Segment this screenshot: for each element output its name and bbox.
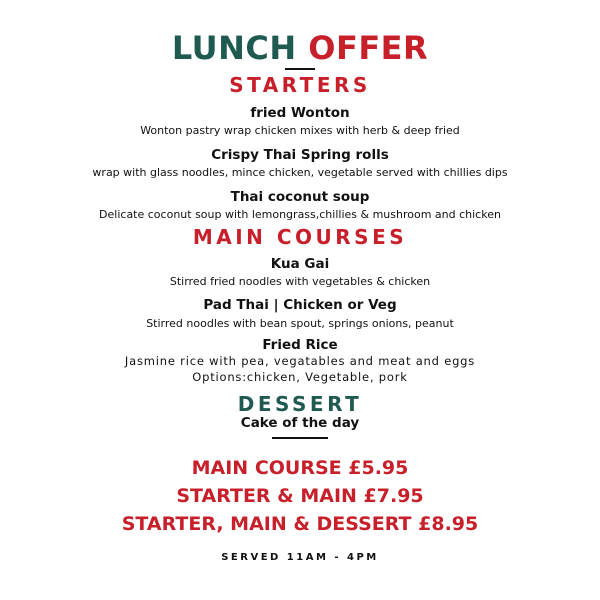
dish-desc-pad-thai: Stirred noodles with bean spout, springs onions, peanut	[146, 317, 454, 330]
page-title	[0, 28, 600, 68]
dish-desc-spring-rolls: wrap with glass noodles, mince chicken, vegetable served with chillies dips	[92, 166, 508, 179]
title-underline	[285, 68, 315, 70]
dessert-divider	[272, 437, 328, 439]
dish-name-cake-of-the-day: Cake of the day	[240, 415, 360, 431]
dish-name-pad-thai: Pad Thai | Chicken or Veg	[203, 297, 397, 313]
dish-desc-coconut-soup: Delicate coconut soup with lemongrass,chillies & mushroom and chicken	[99, 208, 501, 221]
section-main-courses-heading: MAIN COURSES	[192, 225, 408, 249]
dish-desc-kua-gai: Stirred fried noodles with vegetables & chicken	[169, 275, 431, 288]
title-offer: OFFER	[308, 29, 429, 67]
dish-name-fried-wonton: fried Wonton	[250, 105, 350, 121]
served-hours: SERVED 11AM - 4PM	[221, 552, 379, 563]
title-lunch: LUNCH	[171, 29, 297, 67]
dish-name-kua-gai: Kua Gai	[270, 256, 330, 272]
price-starter-main: STARTER & MAIN £7.95	[176, 485, 424, 507]
dish-name-fried-rice: Fried Rice	[262, 337, 338, 353]
price-starter-main-dessert: STARTER, MAIN & DESSERT £8.95	[121, 513, 479, 535]
price-main-course: MAIN COURSE £5.95	[191, 457, 409, 479]
dish-name-coconut-soup: Thai coconut soup	[230, 189, 370, 205]
dish-name-spring-rolls: Crispy Thai Spring rolls	[211, 147, 389, 163]
section-dessert-heading: DESSERT	[237, 392, 363, 416]
dish-desc-fried-rice: Jasmine rice with pea, vegatables and meat and eggs	[124, 354, 476, 368]
dish-options-fried-rice: Options:chicken, Vegetable, pork	[192, 370, 408, 384]
dish-desc-fried-wonton: Wonton pastry wrap chicken mixes with herb & deep fried	[140, 124, 460, 137]
section-starters-heading: STARTERS	[229, 73, 371, 97]
